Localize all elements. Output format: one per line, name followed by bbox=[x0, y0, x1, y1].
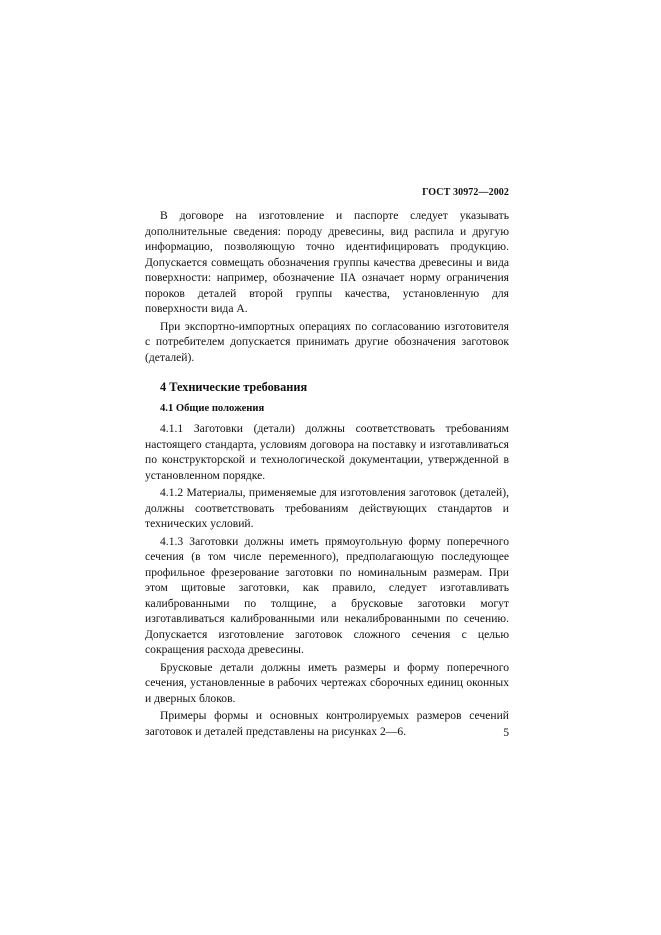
paragraph-4-1-2: 4.1.2 Материалы, применяемые для изготовления заготовок (деталей), должны соответствовать требованиям действующих стандартов и технических условий. bbox=[145, 486, 509, 530]
subsection-title: 4.1 Общие положения bbox=[160, 403, 265, 414]
standard-number-header: ГОСТ 30972—2002 bbox=[422, 187, 509, 198]
paragraph-export-import: При экспортно-импортных операциях по согласованию изготовителя с потребителем допускается принимать другие обозначения заготовок (деталей). bbox=[145, 319, 509, 364]
paragraph-4-1-3: 4.1.3 Заготовки должны иметь прямоугольную форму поперечного сечения (в том числе переменного), предполагающую последующее профильное фрезерование заготовки по номинальным размерам. При этом щитовые заготовки, как правило, следует изготавливать калиброванными по толщине, а брусковые заготовки могут изготавливаться калиброванными или некалиброванными по сечению. Допускается изготовление заготовок сложного сечения с целью сокращения расхода древесины. bbox=[145, 534, 509, 656]
paragraph-bar-parts: Брусковые детали должны иметь размеры и форму поперечного сечения, установленные в рабочих чертежах сборочных единиц оконных и дверных блоков. bbox=[145, 660, 509, 705]
paragraph-4-1-1: 4.1.1 Заготовки (детали) должны соответствовать требованиям настоящего стандарта, условиям договора на поставку и изготавливаться по конструкторской и технологической документации, утвержденной в установленном порядке. bbox=[145, 422, 509, 482]
page-number: 5 bbox=[503, 726, 509, 739]
paragraph-contract-info: В договоре на изготовление и паспорте следует указывать дополнительные сведения: породу древесины, вид распила и другую информацию, позволяющую точно идентифицировать продукцию. Допускается совмещать обозначения группы качества древесины и вида поверхности: например, обозначение IIА означает норму ограничения пороков деталей второй группы качества, установленную для поверхности вида А. bbox=[145, 209, 509, 315]
document-body bbox=[145, 208, 509, 741]
section-title: 4 Технические требования bbox=[160, 380, 308, 394]
paragraph-figure-reference: Примеры формы и основных контролируемых размеров сечений заготовок и деталей представлены на рисунках 2—6. bbox=[145, 709, 509, 738]
